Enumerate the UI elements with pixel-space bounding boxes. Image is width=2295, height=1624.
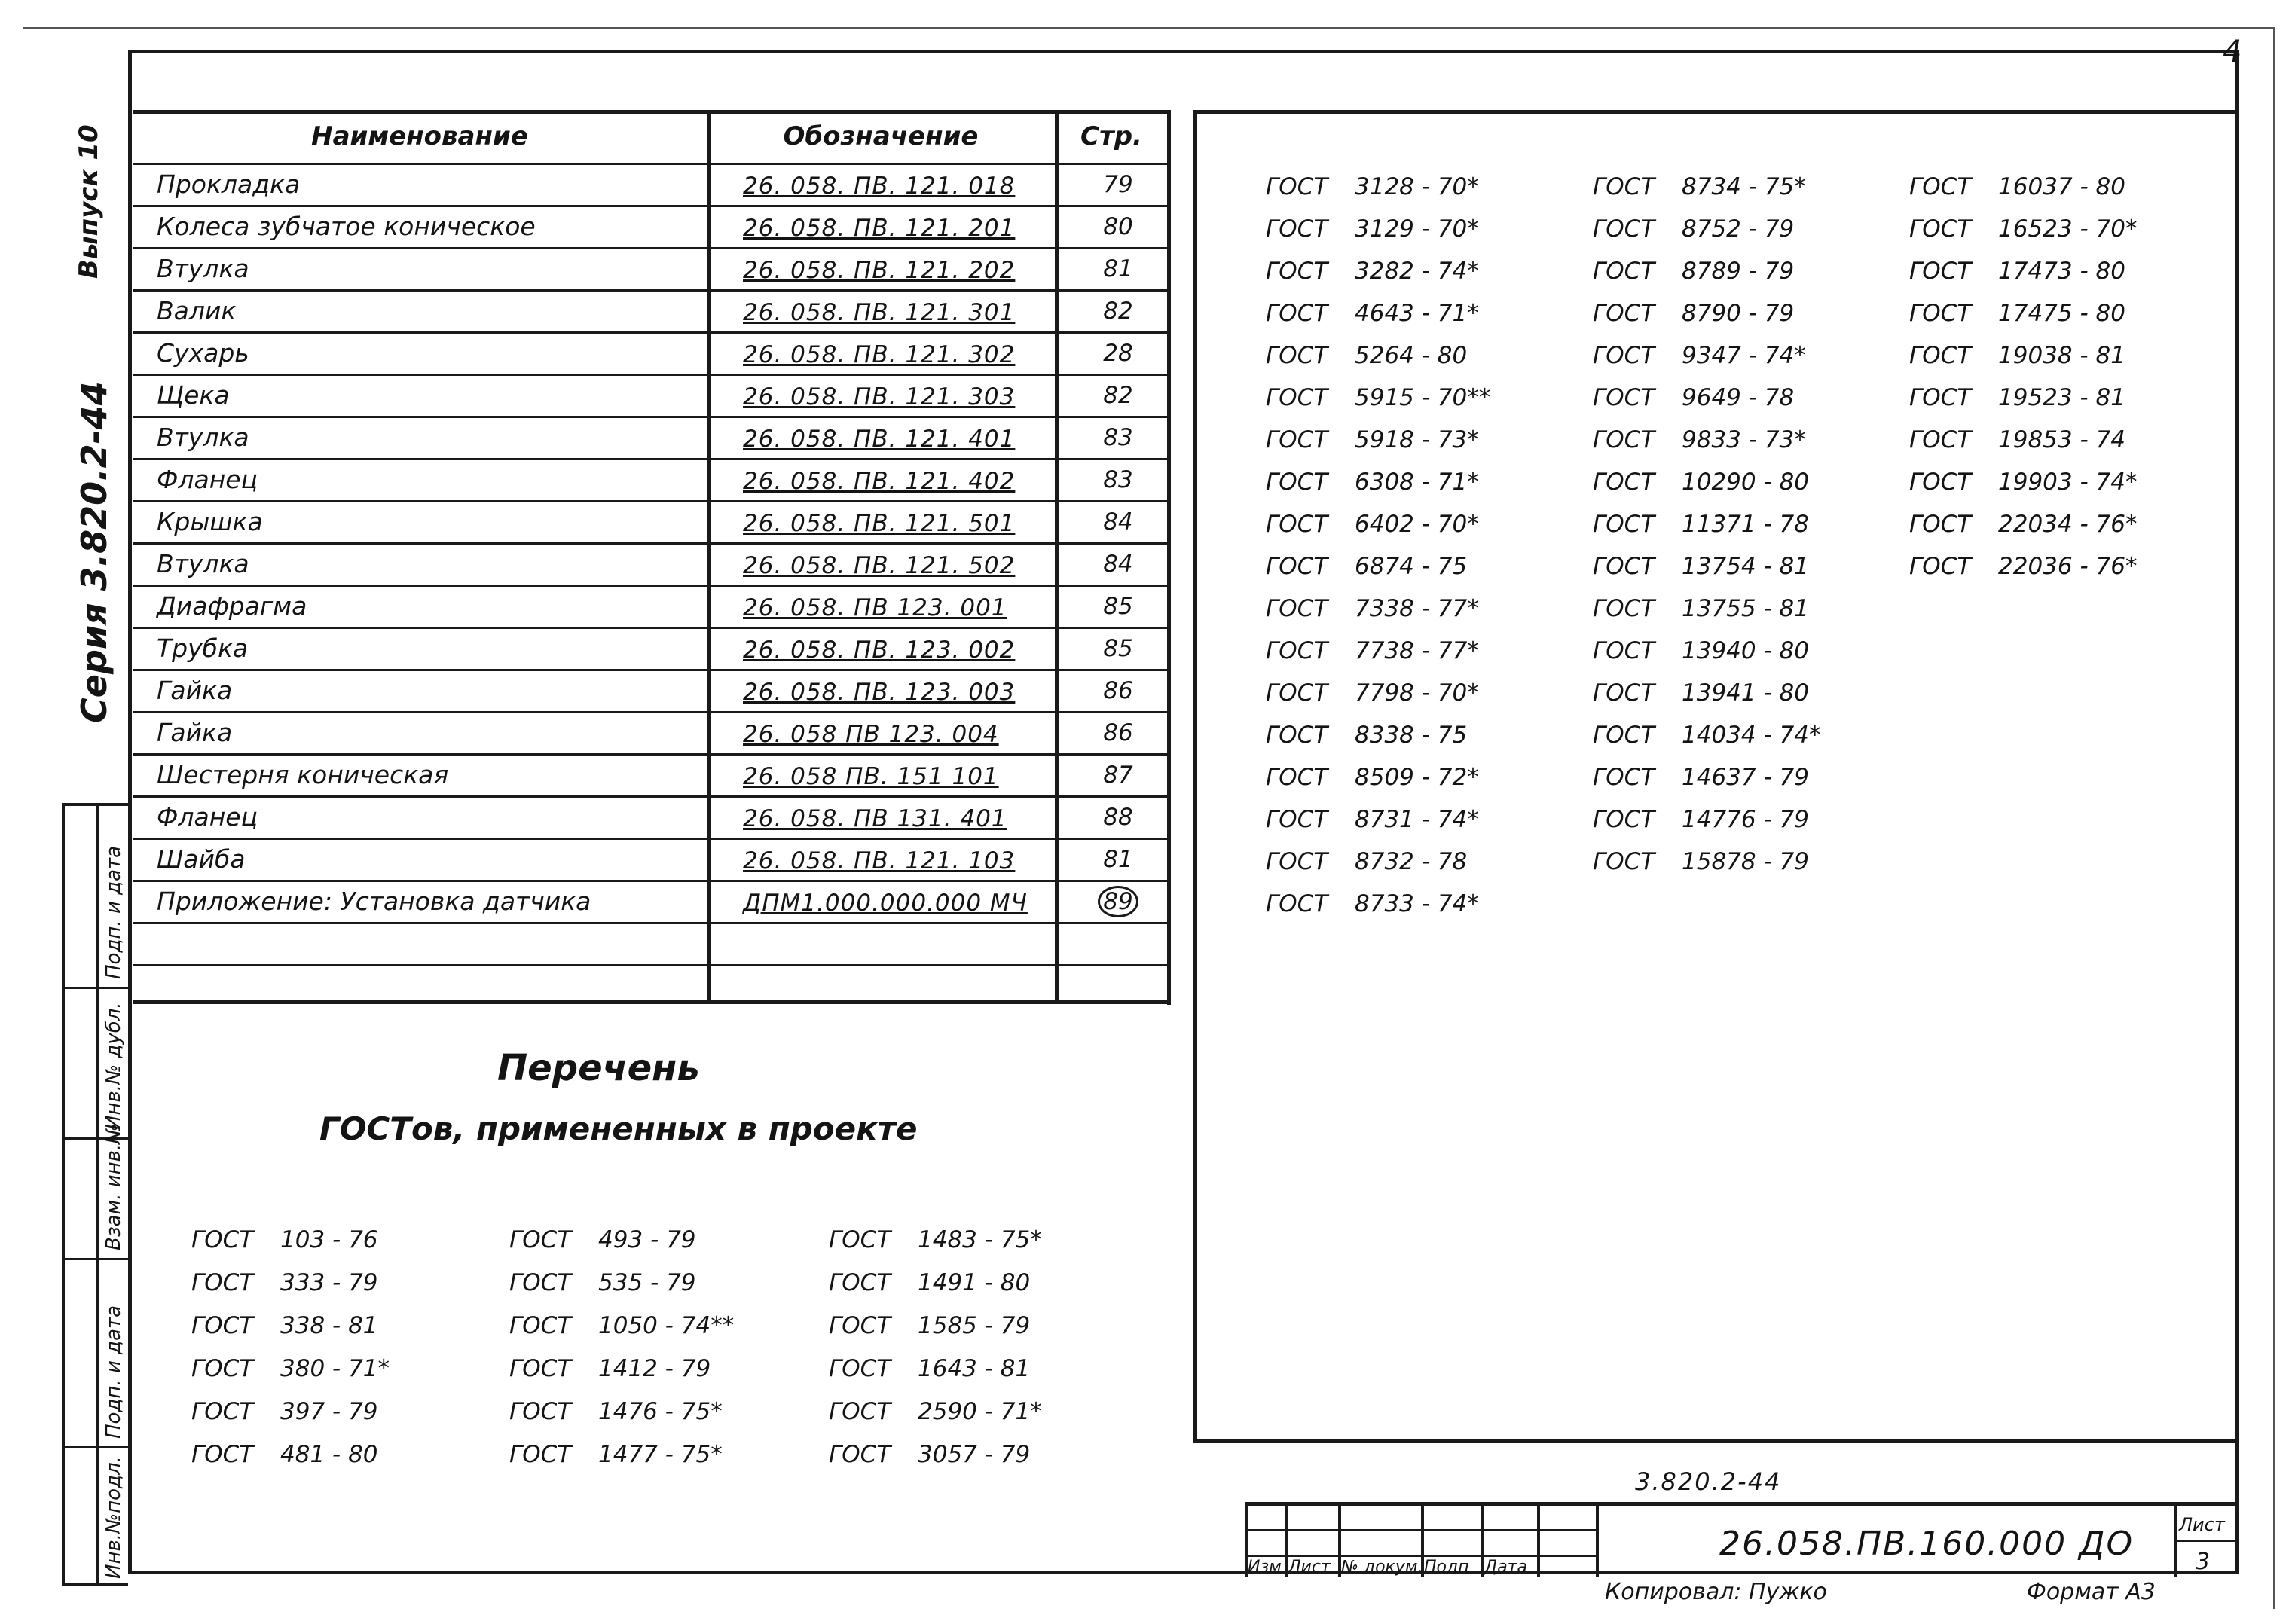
gost-entry (829, 1312, 1030, 1339)
title-block-line (1245, 1555, 1596, 1557)
gost-number: 397 - 79 (280, 1398, 378, 1425)
row-page: 86 (1103, 719, 1133, 746)
gost-number: 6402 - 70* (1355, 511, 1479, 538)
spec-table (133, 110, 1171, 1005)
row-page: 85 (1103, 593, 1133, 620)
gost-prefix: ГОСТ (1593, 426, 1655, 453)
row-code: 26. 058. ПВ. 123. 003 (743, 679, 1016, 706)
row-code: 26. 058. ПВ. 121. 302 (743, 341, 1016, 368)
row-name: Втулка (157, 423, 249, 452)
corner-sheet-number: 4 (2223, 35, 2242, 69)
row-name: Валик (157, 296, 237, 325)
row-name: Фланец (157, 802, 258, 832)
title-block-line (1537, 1502, 1540, 1577)
gost-number: 19853 - 74 (1998, 426, 2125, 453)
gost-prefix: ГОСТ (191, 1398, 254, 1425)
gost-number: 2590 - 71* (918, 1398, 1042, 1425)
gost-number: 6308 - 71* (1355, 469, 1479, 496)
gost-prefix: ГОСТ (1266, 722, 1328, 749)
row-name: Фланец (157, 465, 258, 494)
gost-number: 380 - 71* (280, 1355, 390, 1382)
table-row (133, 838, 1171, 880)
row-name: Шестерня коническая (157, 760, 449, 789)
gost-number: 5915 - 70** (1355, 384, 1491, 411)
row-page: 87 (1103, 762, 1133, 789)
gost-prefix: ГОСТ (509, 1398, 572, 1425)
gost-number: 1491 - 80 (918, 1269, 1031, 1296)
table-row (133, 753, 1171, 795)
row-name: Сухарь (157, 338, 249, 368)
row-name: Втулка (157, 254, 249, 283)
gost-number: 13755 - 81 (1682, 595, 1809, 622)
gost-number: 3129 - 70* (1355, 215, 1479, 243)
row-code: 26. 058. ПВ. 121. 303 (743, 383, 1016, 411)
row-code: 26. 058. ПВ 123. 001 (743, 594, 1007, 621)
table-row (133, 289, 1171, 331)
side-label: Подп. и дата (102, 845, 125, 979)
row-page: 83 (1103, 424, 1133, 451)
gost-prefix: ГОСТ (1593, 595, 1655, 622)
side-cell (65, 1258, 128, 1448)
gost-prefix: ГОСТ (1266, 848, 1328, 875)
gost-entry (829, 1355, 1030, 1382)
side-label: Подп. и дата (102, 1305, 125, 1439)
sheet-label: Лист (2179, 1514, 2225, 1535)
row-code: ДПМ1.000.000.000 МЧ (743, 890, 1028, 917)
gost-number: 1643 - 81 (918, 1355, 1031, 1382)
gost-prefix: ГОСТ (1909, 300, 1972, 327)
table-row (133, 163, 1171, 205)
row-code: 26. 058. ПВ. 121. 103 (743, 847, 1016, 875)
side-cell (65, 1123, 128, 1260)
gost-prefix: ГОСТ (1593, 342, 1655, 369)
gost-entry (509, 1398, 723, 1425)
table-row (133, 205, 1171, 247)
gost-prefix: ГОСТ (1266, 300, 1328, 327)
side-cell (65, 987, 128, 1140)
gost-prefix: ГОСТ (1266, 384, 1328, 411)
gost-number: 19038 - 81 (1998, 342, 2125, 369)
gost-prefix: ГОСТ (1593, 806, 1655, 833)
gost-number: 493 - 79 (598, 1226, 696, 1253)
gost-prefix: ГОСТ (1909, 215, 1972, 243)
gost-prefix: ГОСТ (1909, 469, 1972, 496)
gost-prefix: ГОСТ (1593, 173, 1655, 200)
gost-prefix: ГОСТ (509, 1355, 572, 1382)
gost-number: 17473 - 80 (1998, 258, 2125, 285)
gost-entry (191, 1355, 390, 1382)
gost-number: 8790 - 79 (1682, 300, 1795, 327)
row-name: Диафрагма (157, 591, 307, 621)
gost-number: 17475 - 80 (1998, 300, 2125, 327)
row-name: Щека (157, 380, 230, 410)
table-row (133, 795, 1171, 838)
header-code: Обозначение (783, 121, 979, 151)
title-block-col-label: Дата (1484, 1558, 1527, 1577)
gost-number: 10290 - 80 (1682, 469, 1809, 496)
gost-prefix: ГОСТ (191, 1226, 254, 1253)
title-block-col-label: № докум. (1341, 1558, 1423, 1577)
row-page: 79 (1103, 171, 1133, 198)
gost-prefix: ГОСТ (1593, 384, 1655, 411)
copied-by: Копировал: Пужко (1605, 1579, 1827, 1605)
gost-number: 1483 - 75* (918, 1226, 1042, 1253)
gost-number: 103 - 76 (280, 1226, 378, 1253)
table-row (133, 416, 1171, 458)
gost-number: 14637 - 79 (1682, 764, 1809, 791)
table-row (133, 500, 1171, 542)
gost-entry (829, 1441, 1030, 1468)
row-page: 82 (1103, 382, 1133, 409)
row-page: 83 (1103, 466, 1133, 493)
gost-number: 1050 - 74** (598, 1312, 735, 1339)
gost-number: 333 - 79 (280, 1269, 378, 1296)
gost-prefix: ГОСТ (1266, 258, 1328, 285)
series-label: Серия 3.820.2-44 (74, 381, 115, 723)
table-row (133, 542, 1171, 585)
gost-prefix: ГОСТ (1593, 300, 1655, 327)
gost-prefix: ГОСТ (191, 1441, 254, 1468)
title-block-col-label: Лист (1288, 1558, 1331, 1577)
row-page: 84 (1103, 508, 1133, 536)
title-block-col-label: Подп (1424, 1558, 1469, 1577)
row-code: 26. 058. ПВ. 121. 301 (743, 299, 1016, 326)
gost-entry (191, 1441, 378, 1468)
gost-number: 13941 - 80 (1682, 679, 1809, 707)
table-row (133, 711, 1171, 753)
gost-number: 3128 - 70* (1355, 173, 1479, 200)
gost-prefix: ГОСТ (1266, 890, 1328, 917)
gost-number: 1585 - 79 (918, 1312, 1031, 1339)
side-cell (65, 1446, 128, 1586)
gost-prefix: ГОСТ (829, 1441, 891, 1468)
side-cell (65, 806, 128, 989)
gost-number: 1412 - 79 (598, 1355, 711, 1382)
table-row (133, 627, 1171, 669)
gost-prefix: ГОСТ (1909, 553, 1972, 580)
gost-entry (829, 1398, 1042, 1425)
gost-number: 16037 - 80 (1998, 173, 2125, 200)
row-code: 26. 058. ПВ. 121. 202 (743, 257, 1016, 284)
row-page: 82 (1103, 298, 1133, 325)
gost-entry (829, 1226, 1042, 1253)
gost-prefix: ГОСТ (1593, 764, 1655, 791)
document-code: 26.058.ПВ.160.000 ДО (1719, 1525, 2135, 1563)
row-page: 89 (1098, 886, 1138, 917)
gost-number: 8732 - 78 (1355, 848, 1468, 875)
gost-number: 19523 - 81 (1998, 384, 2125, 411)
gost-number: 5264 - 80 (1355, 342, 1468, 369)
gost-entry (191, 1269, 378, 1296)
gost-entry (829, 1269, 1030, 1296)
gost-continuation-panel (1193, 110, 2239, 1443)
gost-entry (509, 1355, 711, 1382)
title-block-line (1596, 1502, 1599, 1577)
row-name: Колеса зубчатое коническое (157, 212, 536, 241)
gost-prefix: ГОСТ (1909, 426, 1972, 453)
gost-prefix: ГОСТ (1909, 511, 1972, 538)
release-label: Выпуск 10 (74, 124, 104, 279)
table-row (133, 331, 1171, 374)
row-code: 26. 058. ПВ. 121. 018 (743, 172, 1016, 200)
row-page: 84 (1103, 551, 1133, 578)
list-subtitle: ГОСТов, примененных в проекте (319, 1110, 918, 1147)
side-label: Инв.№подл. (102, 1456, 125, 1579)
gost-number: 14034 - 74* (1682, 722, 1821, 749)
gost-number: 7738 - 77* (1355, 637, 1479, 664)
row-page: 81 (1103, 846, 1133, 873)
gost-number: 8338 - 75 (1355, 722, 1468, 749)
row-code: 26. 058. ПВ. 121. 402 (743, 468, 1016, 495)
gost-prefix: ГОСТ (1593, 722, 1655, 749)
header-page: Стр. (1080, 121, 1142, 151)
table-row (133, 880, 1171, 922)
row-code: 26. 058 ПВ 123. 004 (743, 721, 999, 748)
gost-prefix: ГОСТ (1266, 806, 1328, 833)
gost-prefix: ГОСТ (829, 1398, 891, 1425)
gost-prefix: ГОСТ (1266, 553, 1328, 580)
row-code: 26. 058. ПВ. 121. 502 (743, 552, 1016, 579)
gost-prefix: ГОСТ (1266, 215, 1328, 243)
row-page: 28 (1103, 340, 1133, 367)
table-row (133, 458, 1171, 500)
gost-number: 8752 - 79 (1682, 215, 1795, 243)
gost-entry (509, 1269, 696, 1296)
gost-number: 11371 - 78 (1682, 511, 1809, 538)
table-row (133, 669, 1171, 711)
gost-prefix: ГОСТ (1593, 469, 1655, 496)
row-page: 88 (1103, 804, 1133, 831)
row-name: Гайка (157, 718, 233, 747)
gost-entry (191, 1226, 378, 1253)
gost-prefix: ГОСТ (1593, 848, 1655, 875)
gost-number: 8733 - 74* (1355, 890, 1479, 917)
gost-prefix: ГОСТ (1593, 637, 1655, 664)
gost-prefix: ГОСТ (191, 1269, 254, 1296)
side-label: Инв.№ дубл. (102, 1002, 125, 1130)
gost-prefix: ГОСТ (1593, 553, 1655, 580)
title-block-line (1245, 1529, 1596, 1531)
table-row (133, 922, 1171, 964)
gost-entry (509, 1441, 723, 1468)
paper-format: Формат А3 (2027, 1579, 2156, 1605)
gost-prefix: ГОСТ (1909, 384, 1972, 411)
spec-table-bottom (133, 1000, 1171, 1005)
side-stamp (62, 803, 128, 1586)
row-page: 80 (1103, 213, 1133, 240)
row-name: Приложение: Установка датчика (157, 887, 591, 916)
gost-prefix: ГОСТ (1266, 679, 1328, 707)
gost-number: 15878 - 79 (1682, 848, 1809, 875)
list-title: Перечень (497, 1047, 700, 1089)
gost-prefix: ГОСТ (829, 1355, 891, 1382)
gost-number: 6874 - 75 (1355, 553, 1468, 580)
sheet-value: 3 (2196, 1549, 2211, 1575)
row-name: Шайба (157, 844, 246, 874)
gost-prefix: ГОСТ (1593, 215, 1655, 243)
row-code: 26. 058. ПВ. 123. 002 (743, 636, 1016, 664)
gost-prefix: ГОСТ (191, 1355, 254, 1382)
row-page: 81 (1103, 255, 1133, 282)
row-code: 26. 058 ПВ. 151 101 (743, 763, 999, 790)
gost-number: 8789 - 79 (1682, 258, 1795, 285)
gost-number: 13754 - 81 (1682, 553, 1809, 580)
row-name: Крышка (157, 507, 263, 536)
gost-number: 3057 - 79 (918, 1441, 1031, 1468)
gost-prefix: ГОСТ (509, 1312, 572, 1339)
gost-prefix: ГОСТ (509, 1269, 572, 1296)
gost-prefix: ГОСТ (1266, 764, 1328, 791)
row-code: 26. 058. ПВ 131. 401 (743, 805, 1007, 832)
header-name: Наименование (311, 121, 528, 151)
gost-number: 8734 - 75* (1682, 173, 1806, 200)
row-code: 26. 058. ПВ. 121. 501 (743, 510, 1016, 537)
gost-number: 8509 - 72* (1355, 764, 1479, 791)
gost-number: 14776 - 79 (1682, 806, 1809, 833)
gost-prefix: ГОСТ (1266, 637, 1328, 664)
gost-prefix: ГОСТ (829, 1269, 891, 1296)
gost-number: 535 - 79 (598, 1269, 696, 1296)
gost-number: 7338 - 77* (1355, 595, 1479, 622)
gost-number: 9347 - 74* (1682, 342, 1806, 369)
table-row (133, 585, 1171, 627)
gost-prefix: ГОСТ (1266, 426, 1328, 453)
table-row (133, 374, 1171, 416)
gost-entry (191, 1398, 378, 1425)
gost-number: 1476 - 75* (598, 1398, 723, 1425)
gost-entry (509, 1226, 696, 1253)
gost-prefix: ГОСТ (1266, 469, 1328, 496)
gost-prefix: ГОСТ (1266, 595, 1328, 622)
gost-number: 8731 - 74* (1355, 806, 1479, 833)
row-page: 86 (1103, 677, 1133, 704)
gost-number: 5918 - 73* (1355, 426, 1479, 453)
gost-prefix: ГОСТ (191, 1312, 254, 1339)
gost-prefix: ГОСТ (509, 1441, 572, 1468)
gost-prefix: ГОСТ (1909, 173, 1972, 200)
side-label: Взам. инв.№ (102, 1123, 125, 1250)
gost-number: 3282 - 74* (1355, 258, 1479, 285)
row-code: 26. 058. ПВ. 121. 401 (743, 426, 1016, 453)
gost-prefix: ГОСТ (1593, 511, 1655, 538)
row-code: 26. 058. ПВ. 121. 201 (743, 215, 1016, 242)
row-name: Трубка (157, 633, 249, 663)
gost-number: 22036 - 76* (1998, 553, 2138, 580)
gost-number: 4643 - 71* (1355, 300, 1479, 327)
title-block-col-label: Изм (1248, 1558, 1282, 1577)
gost-prefix: ГОСТ (829, 1312, 891, 1339)
row-name: Прокладка (157, 169, 301, 199)
gost-number: 9649 - 78 (1682, 384, 1795, 411)
gost-prefix: ГОСТ (1266, 511, 1328, 538)
gost-number: 13940 - 80 (1682, 637, 1809, 664)
series-code: 3.820.2-44 (1635, 1467, 1782, 1496)
title-block-line (2174, 1540, 2239, 1542)
gost-prefix: ГОСТ (509, 1226, 572, 1253)
table-row (133, 247, 1171, 289)
gost-number: 1477 - 75* (598, 1441, 723, 1468)
gost-number: 7798 - 70* (1355, 679, 1479, 707)
gost-prefix: ГОСТ (1266, 173, 1328, 200)
gost-number: 481 - 80 (280, 1441, 378, 1468)
gost-number: 19903 - 74* (1998, 469, 2138, 496)
gost-prefix: ГОСТ (1266, 342, 1328, 369)
gost-entry (509, 1312, 734, 1339)
gost-number: 22034 - 76* (1998, 511, 2138, 538)
row-name: Втулка (157, 549, 249, 578)
gost-prefix: ГОСТ (829, 1226, 891, 1253)
gost-entry (191, 1312, 378, 1339)
gost-prefix: ГОСТ (1593, 679, 1655, 707)
gost-number: 16523 - 70* (1998, 215, 2138, 243)
gost-prefix: ГОСТ (1593, 258, 1655, 285)
gost-prefix: ГОСТ (1909, 258, 1972, 285)
gost-number: 338 - 81 (280, 1312, 378, 1339)
row-name: Гайка (157, 676, 233, 705)
gost-prefix: ГОСТ (1909, 342, 1972, 369)
gost-number: 9833 - 73* (1682, 426, 1806, 453)
row-page: 85 (1103, 635, 1133, 662)
